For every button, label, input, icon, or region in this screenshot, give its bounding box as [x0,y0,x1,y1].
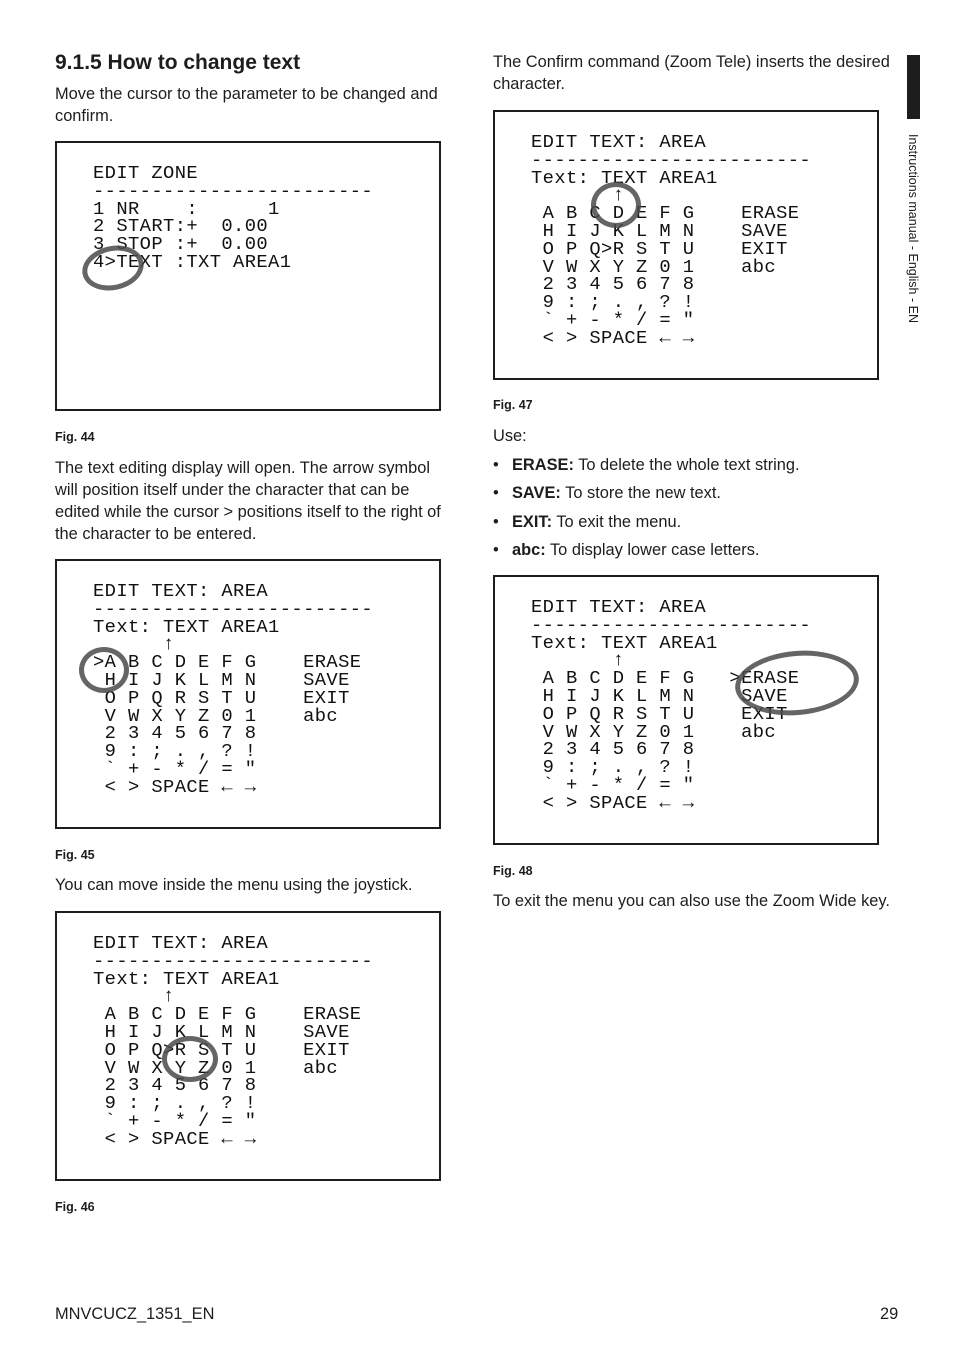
fig45-label: Fig. 45 [55,848,95,862]
save-desc: To store the new text. [560,484,721,503]
joystick-paragraph: You can move inside the menu using the joystick. [55,876,413,894]
abc-term: abc: [512,540,546,559]
confirm-paragraph: The Confirm command (Zoom Tele) inserts the desired character. [493,53,890,93]
list-item-erase [493,451,800,479]
sidebar-marker [907,55,920,119]
intro-paragraph: Move the cursor to the parameter to be changed and confirm. [55,85,438,125]
fig46-label: Fig. 46 [55,1200,95,1214]
zoom-wide-paragraph: To exit the menu you can also use the Zoom Wide key. [493,892,890,910]
sidebar-manual-label: Instructions manual - English - EN [906,134,920,323]
list-item-abc [493,536,800,564]
fig47-label: Fig. 47 [493,398,533,412]
fig48-screen [493,575,879,845]
save-term: SAVE: [512,484,561,503]
fig46-screen-text: EDIT TEXT: AREA ------------------------ Text: TEXT AREA1 ↑ A B C D E F G ERASE H I J K L M N SAVE O P Q>R S T U EXIT V W X Y Z 0 1 abc 2 3 4 5 6 7 8 9 : ; . , ? ! ` + - * / = " < > SPACE ← → [93,932,374,1150]
fig48-screen-text: EDIT TEXT: AREA ------------------------ Text: TEXT AREA1 ↑ A B C D E F G >ERASE H I J K L M N SAVE O P Q R S T U EXIT V W X Y Z 0 1 abc 2 3 4 5 6 7 8 9 : ; . , ? ! ` + - * / = " < > SPACE ← → [531,596,812,814]
list-item-save [493,479,800,507]
text-editing-paragraph: The text editing display will open. The arrow symbol will position itself under the character that can be edited while the cursor > positions itself to the right of the character to be entered. [55,459,441,543]
footer-page-number: 29 [880,1305,899,1323]
fig45-screen [55,559,441,829]
list-item-exit [493,508,800,536]
fig45-screen-text: EDIT TEXT: AREA ------------------------ Text: TEXT AREA1 ↑ >A B C D E F G ERASE H I J K L M N SAVE O P Q R S T U EXIT V W X Y Z 0 1 abc 2 3 4 5 6 7 8 9 : ; . , ? ! ` + - * / = " < > SPACE ← → [93,580,374,798]
fig47-screen [493,110,879,380]
command-list [493,451,800,564]
fig44-screen-text: EDIT ZONE ------------------------ 1 NR : 1 2 START:+ 0.00 3 STOP :+ 0.00 4>TEXT :TXT AREA1 [93,162,374,273]
footer-doc-code: MNVCUCZ_1351_EN [55,1305,215,1323]
abc-desc: To display lower case letters. [545,540,760,559]
fig46-screen [55,911,441,1181]
exit-desc: To exit the menu. [552,512,682,531]
erase-term: ERASE: [512,456,574,474]
fig46-highlight-circle [162,1036,218,1082]
fig48-label: Fig. 48 [493,864,533,878]
erase-desc: To delete the whole text string. [573,456,800,474]
fig44-label: Fig. 44 [55,430,95,444]
use-label: Use: [493,427,527,445]
exit-term: EXIT: [512,512,553,531]
fig47-highlight-circle [591,182,641,228]
section-heading: 9.1.5 How to change text [55,51,301,74]
fig45-highlight-circle [79,647,129,693]
fig47-screen-text: EDIT TEXT: AREA ------------------------ Text: TEXT AREA1 ↑ A B C D E F G ERASE H I J K L M N SAVE O P Q>R S T U EXIT V W X Y Z 0 1 abc 2 3 4 5 6 7 8 9 : ; . , ? ! ` + - * / = " < > SPACE ← → [531,131,812,349]
fig44-screen [55,141,441,411]
